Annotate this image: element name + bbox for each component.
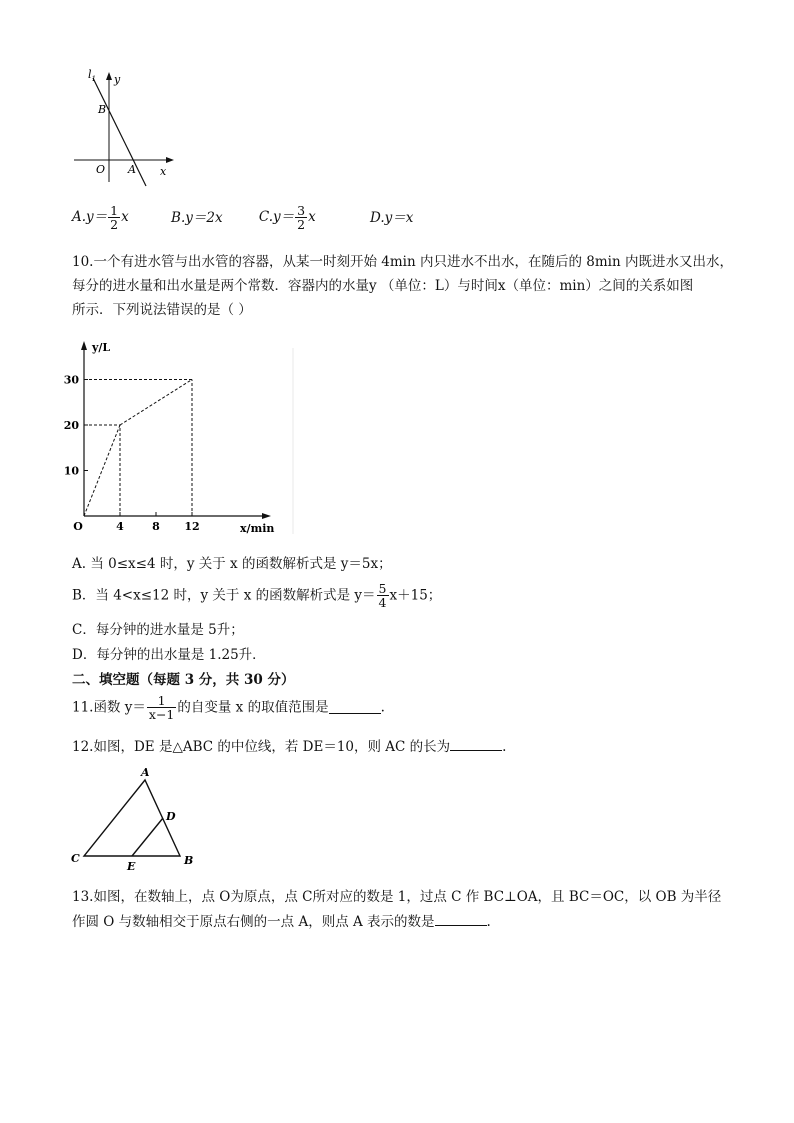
q10-line-1: 10.一个有进水管与出水管的容器，从某一时刻开始 4min 内只进水不出水，在随后的 8min 内既进水又出水， [72,254,733,270]
q9-option-d: D.y＝x [370,209,414,226]
label-O: O [96,163,106,176]
q11-answer-blank[interactable] [329,701,381,714]
q9-figure [68,66,188,190]
x-axis-label: x/min [240,522,275,535]
q12-figure [68,764,198,874]
label-C: C [71,852,80,865]
x-tick-label-8: 8 [152,520,160,533]
label-B: B [98,103,107,116]
q12-text: 12.如图，DE 是△ABC 的中位线，若 DE＝10，则 AC 的长为 . [72,739,507,755]
y-tick-label-30: 30 [63,373,79,387]
q12-answer-blank[interactable] [450,738,502,751]
x-axis-arrow [262,513,271,519]
label-D: D [166,810,176,823]
label-l1: $l_1$ [88,68,96,83]
q9-option-c: C.y＝ $\frac{3}{2}$ x [258,203,316,232]
q10-line-3: 所示．下列说法错误的是（ ） [72,302,252,318]
y-axis-arrow [106,72,112,80]
series-segment-0-0 [84,425,120,516]
midline-de [132,818,163,856]
q10-option-b: B．当 4<x≤12 时，y 关于 x 的函数解析式是 y＝ $\frac{5}{4}$ x＋15； [72,581,442,610]
label-E: E [127,860,136,873]
label-y: y [114,73,121,86]
x-tick-label-12: 12 [184,520,200,533]
q10-line-2: 每分的进水量和出水量是两个常数．容器内的水量y （单位：L）与时间x（单位：min）之间的关系如图 [72,278,694,294]
q13-line-2: 作圆 O 与数轴相交于原点右侧的一点 A，则点 A 表示的数是 . [72,914,491,930]
y-tick-label-10: 10 [63,464,79,478]
q13-answer-blank[interactable] [435,913,487,926]
y-axis-label: y/L [92,341,111,354]
section-2-title: 二、填空题（每题 3 分，共 30 分） [72,672,295,688]
label-B: B [184,854,194,867]
q9-option-b: B.y＝2x [171,209,223,226]
q9-options [72,204,413,244]
label-A: A [128,163,136,176]
q10-option-d: D．每分钟的出水量是 1.25升． [72,647,266,663]
label-x: x [160,165,167,178]
series-segment-0-1 [120,380,192,426]
x-axis-arrow [166,157,174,163]
origin-label: O [73,520,83,533]
q11: 11.函数 y＝ $\frac{1}{x-1}$ 的自变量 x 的取值范围是 . [72,693,385,722]
q10-chart [63,336,298,542]
q10-option-c: C．每分钟的进水量是 5升； [72,622,244,638]
y-tick-label-20: 20 [63,419,79,432]
x-tick-label-4: 4 [116,520,124,533]
y-axis-arrow [81,341,87,350]
q13-line-1: 13.如图，在数轴上，点 O为原点，点 C所对应的数是 1，过点 C 作 BC⊥OA，且 BC＝OC，以 OB 为半径 [72,889,722,905]
q10-option-a: A. 当 0≤x≤4 时，y 关于 x 的函数解析式是 y＝5x； [72,556,392,572]
label-A: A [141,766,150,779]
q9-option-a: A.y＝ $\frac{1}{2}$ x [72,203,129,232]
